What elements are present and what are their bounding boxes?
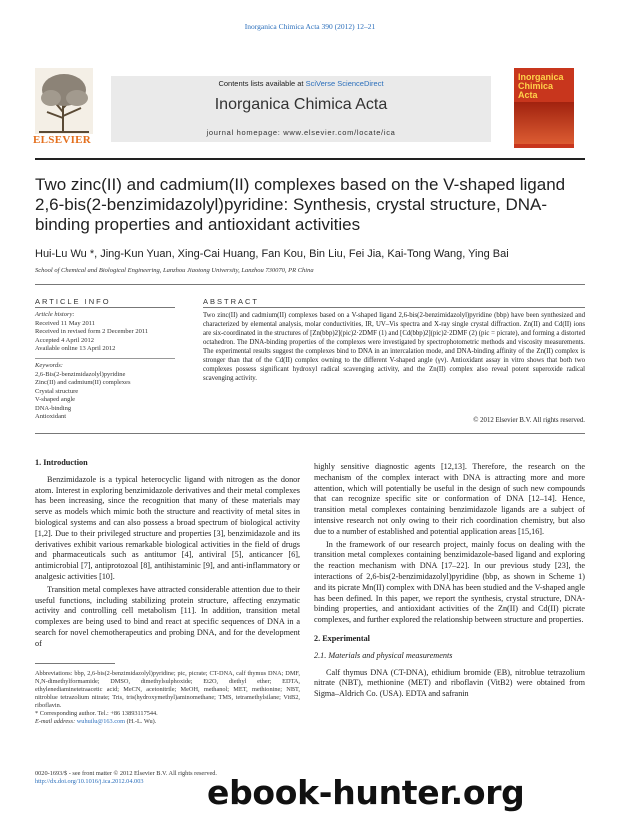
email-label: E-mail address: [35,718,77,725]
abstract-rule [203,307,585,308]
body-paragraph: Benzimidazole is a typical heterocyclic ligand with nitrogen as the donor atom. Interest in exploring benzimidazole derivatives and their metal complexes has been increasing, since the recognition that many of these materials may serve as models which mimic both the structure and reactivity of metal sites in biological systems and can also possess a broad spectrum of biological activity [1,2]. Due to their privileged structure and properties [3], benzimidazole and its derivatives exhibit various remarkable biological activities in the field of drugs and pharmaceuticals such as antitumor [4], antiviral [5], anticancer [6], antimicrobial [7], antiprotozoal [8], antihistaminic [9], and anti-inflammatory or analgesic activities [10]. [35,474,300,581]
copyright-notice: © 2012 Elsevier B.V. All rights reserved. [473,417,585,424]
journal-header-box [111,76,491,142]
corresponding-author-note: * Corresponding author. Tel.: +86 13893117544. [35,710,158,717]
elsevier-wordmark: ELSEVIER [33,134,92,146]
left-column [35,458,300,652]
keyword-item: V-shaped angle [35,396,76,404]
history-item: Received in revised form 2 December 2011 [35,328,149,335]
keyword-item: Crystal structure [35,387,79,395]
author-email-link[interactable]: wuhuilu@163.com [76,718,126,725]
section-heading-experimental: 2. Experimental [314,633,370,643]
article-info-label: ARTICLE INFO [35,297,111,306]
abstract-label: ABSTRACT [203,297,260,306]
keyword-item: Zinc(II) and cadmium(II) complexes [35,379,131,387]
journal-cover-image [514,68,574,148]
contents-prefix: Contents lists available at [218,79,306,88]
footnote-rule [35,663,115,664]
elsevier-tree-logo [35,68,93,150]
info-top-rule [35,284,585,285]
journal-name: Inorganica Chimica Acta [214,96,388,113]
footnotes [35,670,300,726]
article-info-panel [35,311,175,422]
history-item: Accepted 4 April 2012 [35,336,95,344]
abbreviations-footnote: Abbreviations: bbp, 2,6-bis(2-benzimidazolyl)pyridine; pic, picrate; CT-DNA, calf thymus DNA; DMF, N,N-dimethylformamide; DMSO, dimethylsulphoxide; Et2O, diethyl ether; EDTA, ethylenediaminetetraacetic acid; MeCN, acetonitrile; MeOH, methanol; MET, methionine; NBT, nitroblue tetrazolium nitrate; Tris, tris(hydroxymethyl)aminomethane; TMS, tetramethylsilane; VitB2, riboflavin. [35,670,300,709]
info-divider [35,358,175,359]
email-suffix: (H.-L. Wu). [125,718,157,725]
article-title: Two zinc(II) and cadmium(II) complexes based on the V-shaped ligand 2,6-bis(2-benzimidazolyl)pyridine: Synthesis, crystal structure, DNA-binding properties and antioxidant activities [35,175,566,234]
author-list: Hui-Lu Wu *, Jing-Kun Yuan, Xing-Cai Huang, Fan Kou, Bin Liu, Fei Jia, Kai-Tong Wang, Ying Bai [35,248,509,260]
subsection-heading-materials: 2.1. Materials and physical measurements [314,650,453,660]
abstract-bottom-rule [35,433,585,434]
article-info-rule [35,307,175,308]
cover-title: Inorganica Chimica Acta [518,72,564,100]
body-paragraph: highly sensitive diagnostic agents [12,13]. Therefore, the research on the mechanism of the complex interact with DNA is attracting more and more attention, which will potentially be useful in the design of such new compounds that can recognize specific site or conformation of DNA [12–14]. Hence, transition metal complexes containing benzimidazole ligands are a subject of intensive research not only owing to their rich coordination chemistry, but also due to a number of established and potential application areas [15,16]. [314,462,585,536]
sciencedirect-link[interactable]: SciVerse ScienceDirect [305,79,384,88]
email-line [35,718,300,726]
keywords-heading: Keywords: [35,362,63,370]
issn-line: 0020-1693/$ - see front matter © 2012 Elsevier B.V. All rights reserved. [35,770,217,777]
journal-homepage-link[interactable]: journal homepage: www.elsevier.com/locate/ica [206,128,396,137]
abstract-text: Two zinc(II) and cadmium(II) complexes based on a V-shaped ligand 2,6-bis(2-benzimidazolyl)pyridine (bbp) have been synthesized and characterized by elemental analysis, molar conductivities, IR, UV–Vis spectra and X-ray single crystal diffraction. Zn(II) and Cd(II) ions are six-coordinated in the structures of [Zn(bbp)2](pic)2·2DMF (1) and [Cd(bbp)2](pic)2·2DMF (2) (pic = picrate), and forming a distorted octahedron. The DNA-binding properties of the complexes were investigated by spectrophotometric methods and viscosity measurements. The experimental results suggest the complexes bind to DNA in an intercalation mode, and DNA-binding affinity of the Zn(II) complex is stronger than that of the Cd(II) complex owning to the different V-shaped angle (γv). Antioxidant assay in vitro shows that both two complexes possess significant hydroxyl radical scavenging activity, and the Zn(II) complex also reveal potent superoxide radical scavenging activity. [203,312,585,382]
watermark-text: ebook-hunter.org [207,773,525,812]
body-paragraph: Calf thymus DNA (CT-DNA), ethidium bromide (EB), nitroblue tetrazolium nitrate (NBT), methionine (MET) and riboflavin (VitB2) were obtained from Sigma–Aldrich Co. (USA). EDTA and safranin [314,667,585,699]
cover-artwork [514,102,574,144]
history-heading: Article history: [35,311,75,318]
history-item: Available online 13 April 2012 [35,345,116,352]
header-rule [35,158,585,160]
contents-line [111,79,491,88]
journal-citation[interactable]: Inorganica Chimica Acta 390 (2012) 12–21 [244,22,376,31]
affiliation: School of Chemical and Biological Engineering, Lanzhou Jiaotong University, Lanzhou 730070, PR China [35,267,314,274]
journal-masthead [35,68,585,150]
body-paragraph: Transition metal complexes have attracted considerable attention due to their useful functions, including stabilizing protein structure, affecting enzymatic activity and controlling cell metabolism [11]. In addition, transition metal complexes are being used to bind and react at specific sequences of DNA in a search for novel chemotherapeutics and probing DNA, and for the development of [35,584,300,648]
keyword-item: DNA-binding [35,404,72,412]
section-heading-introduction: 1. Introduction [35,458,88,467]
body-paragraph: In the framework of our research project, mainly focus on dealing with the transition metal complexes containing benzimidazole-based ligand and exploring the reaction mechanism with DNA [17–22]. In our previous study [23], the interactions of 2,6-bis(2-benzimidazolyl)pyridine (bbp, as shown in Scheme 1) and its picrate Mn(II) complex with DNA has been studied and the V-shaped angle has been defined. In this paper, we report the synthesis, crystal structure, DNA-binding properties, and antioxidant activities of the Zn(II) and Cd(II) picrate complexes, and further explored the relationship between structure and properties. [314,539,585,625]
history-item: Received 11 May 2011 [35,319,95,327]
doi-link[interactable]: http://dx.doi.org/10.1016/j.ica.2012.04.003 [35,778,144,785]
keyword-item: 2,6-Bis(2-benzimidazolyl)pyridine [35,370,126,378]
keyword-item: Antioxidant [35,413,67,421]
right-column [314,462,585,702]
